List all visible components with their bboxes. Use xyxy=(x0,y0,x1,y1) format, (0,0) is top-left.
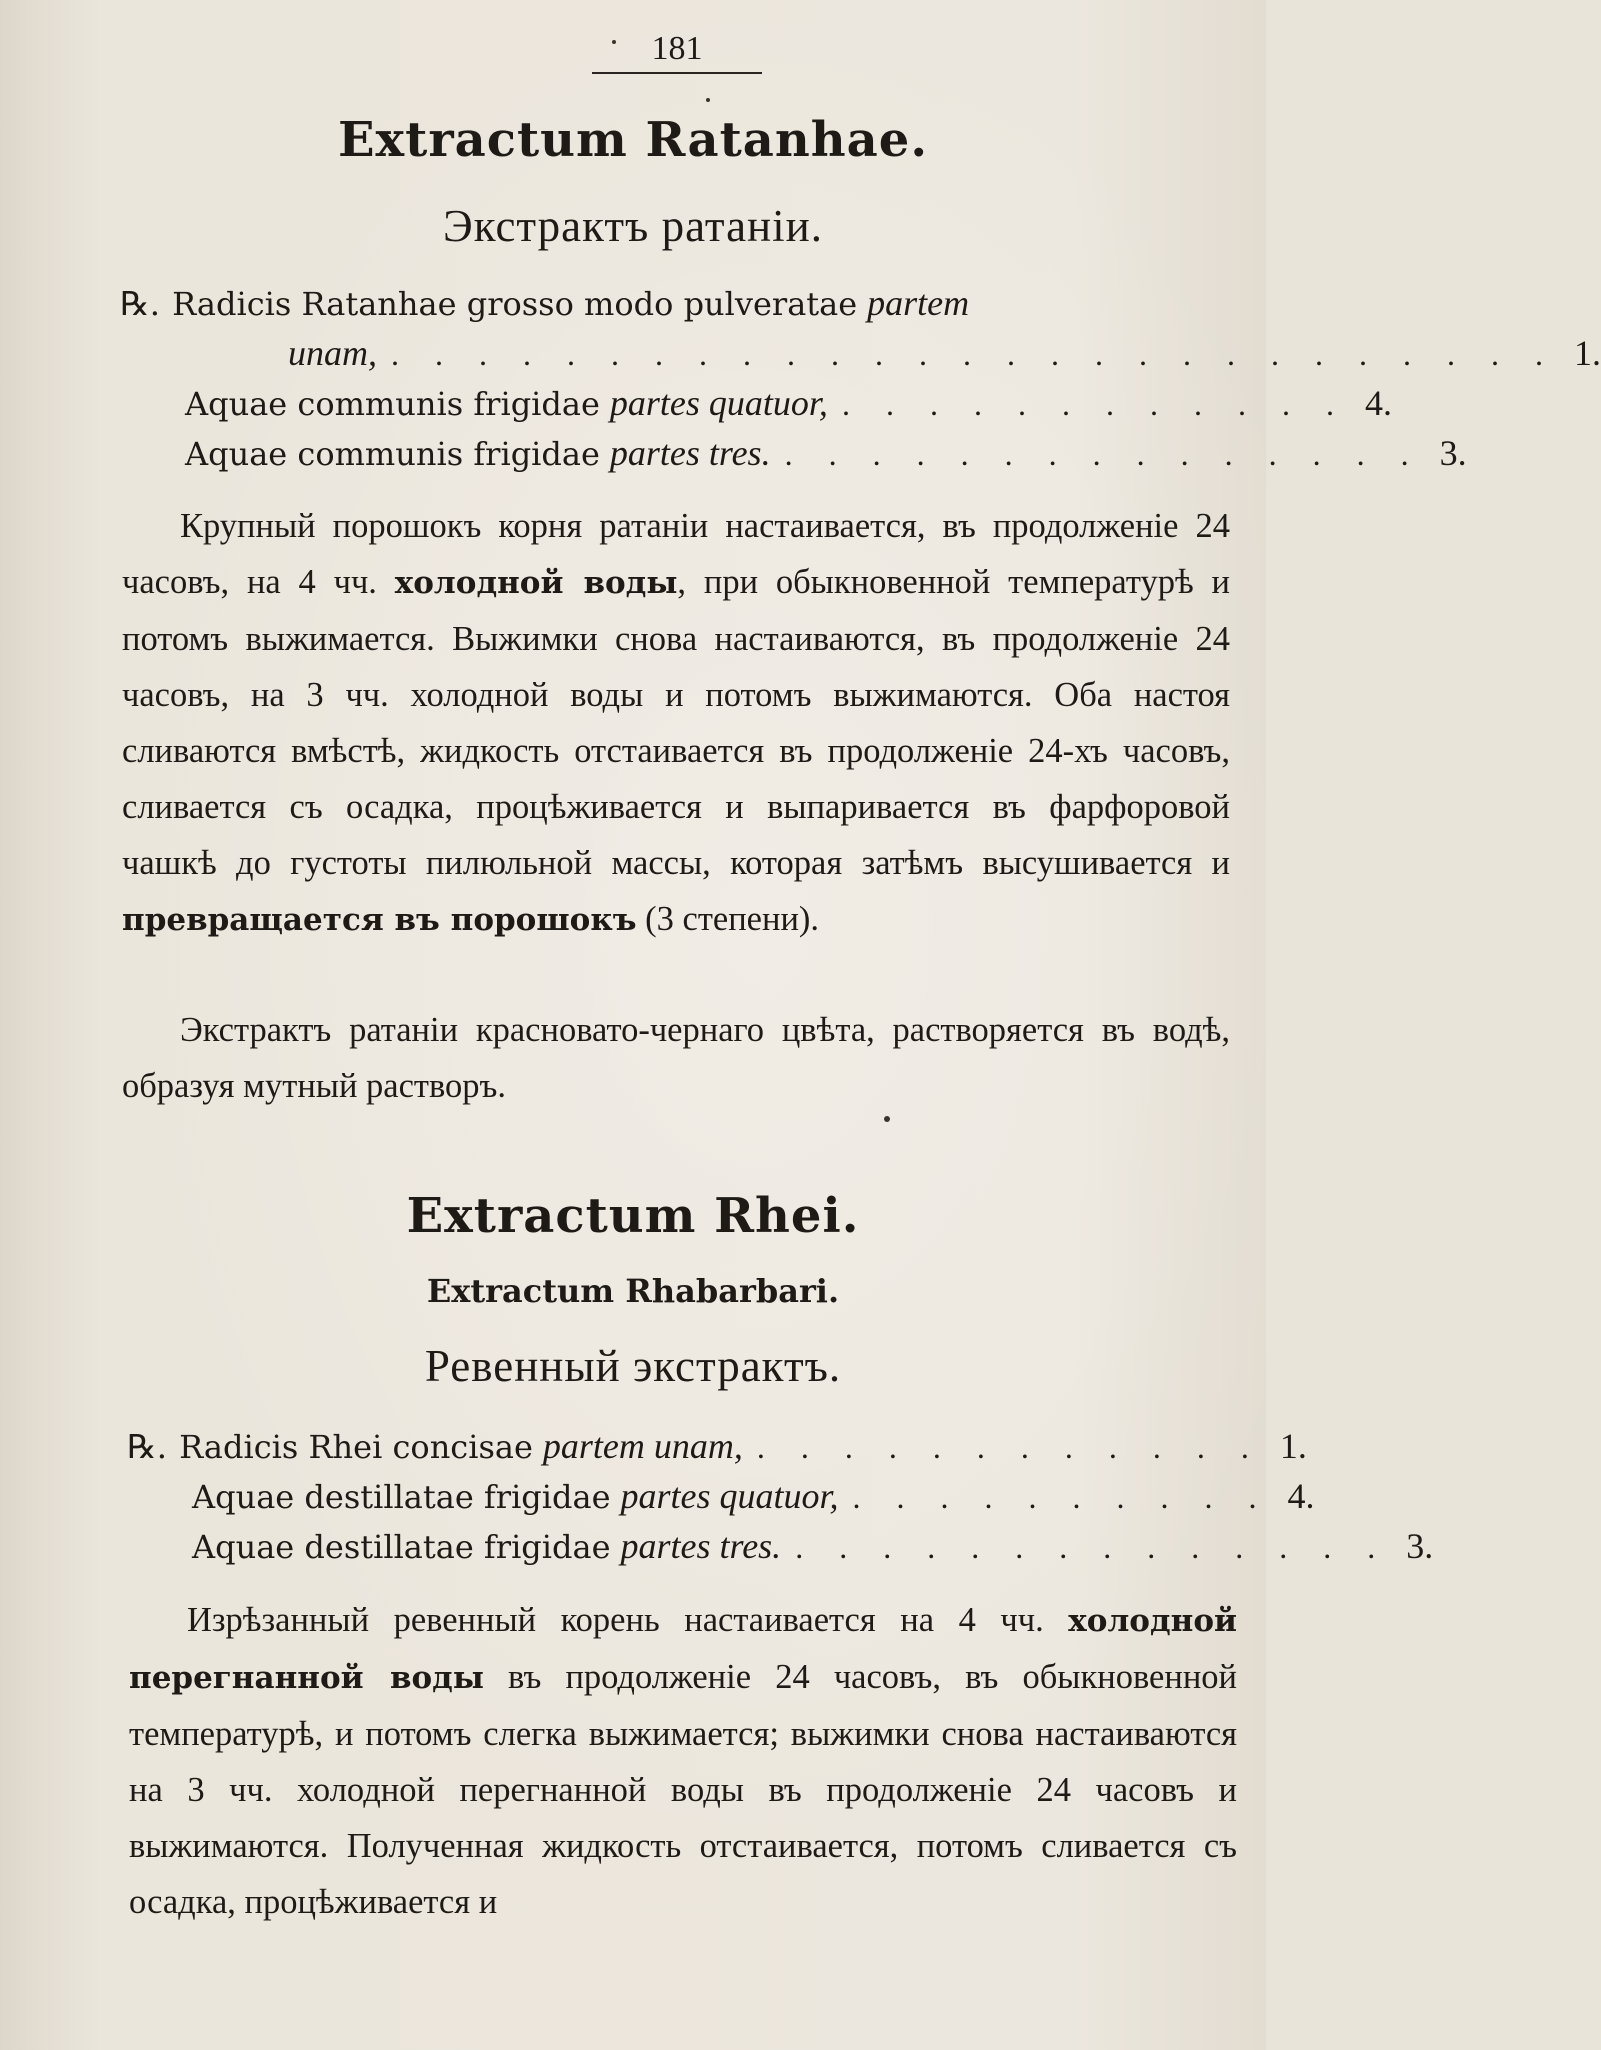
paragraph-rhei-method: Изрѣзанный ревенный корень настаивается на 4 чч. холодной перегнанной воды въ продолженіе 24 часовъ, въ обыкновенной температурѣ, и потомъ слегка выжимается; выжимки снова настаиваются на 3 чч. холодной перегнанной воды въ продолженіе 24 часовъ и выжимаются. Полученная жидкость отстаивается, потомъ сливается съ осадка, процѣживается и xyxy=(129,1601,1237,1921)
recipe-latin: Radicis Rhei concisae xyxy=(179,1428,533,1466)
recipe-quantity: 4. xyxy=(1364,383,1392,423)
paragraph-ratanhae-method: Крупный порошокъ корня ратаніи настаивается, въ продолженіе 24 часовъ, на 4 чч. холодной воды, при обыкновенной температурѣ и потомъ выжимается. Выжимки снова настаиваются, въ продолженіе 24 часовъ, на 3 чч. холодной воды и потомъ выжимаются. Оба настоя сливаются вмѣстѣ, жидкость отстаивается въ продолженіе 24-хъ часовъ, сливается съ осадка, процѣживается и выпаривается въ фарфоровой чашкѣ до густоты пилюльной массы, которая затѣмъ высушивается и превращается въ порошокъ (3 степени). xyxy=(122,507,1230,938)
recipe-line xyxy=(192,1475,1315,1517)
recipe-line xyxy=(185,382,1392,424)
leader-dots: . . . . . . . . . . . . xyxy=(841,386,1348,422)
print-speck xyxy=(706,98,710,102)
recipe-symbol-icon: ℞. xyxy=(120,284,161,323)
recipe-italic: partes quatuor, xyxy=(620,1476,839,1516)
recipe-line xyxy=(185,432,1467,474)
russian-title-rhei: Ревенный экстрактъ. xyxy=(424,1341,842,1391)
leader-dots: . . . . . . . . . . . . . . . xyxy=(784,436,1423,472)
recipe-latin: Aquae destillatae frigidae xyxy=(192,1528,611,1566)
recipe-line xyxy=(120,282,1230,324)
recipe-quantity: 3. xyxy=(1439,433,1467,473)
recipe-italic: partem xyxy=(867,283,970,323)
page-number: 181 xyxy=(592,30,762,74)
leader-dots: . . . . . . . . . . xyxy=(852,1479,1271,1515)
recipe-latin: Radicis Ratanhae grosso modo pulveratae xyxy=(172,285,858,323)
recipe-quantity: 4. xyxy=(1287,1476,1315,1516)
latin-title-ratanhae: Extractum Ratanhae. xyxy=(337,112,929,168)
recipe-latin: Aquae communis frigidae xyxy=(185,385,600,423)
latin-subtitle-rhei: Extractum Rhabarbari. xyxy=(426,1272,840,1310)
recipe-italic: partem unam, xyxy=(542,1426,743,1466)
russian-title-ratanhae: Экстрактъ ратаніи. xyxy=(443,201,823,251)
recipe-latin: Aquae communis frigidae xyxy=(185,435,600,473)
recipe-quantity: 3. xyxy=(1406,1526,1434,1566)
latin-title-rhei: Extractum Rhei. xyxy=(406,1188,860,1244)
recipe-quantity: 1. xyxy=(1574,333,1601,373)
recipe-italic: partes tres. xyxy=(609,433,771,473)
recipe-latin: Aquae destillatae frigidae xyxy=(192,1478,611,1516)
recipe-quantity: 1. xyxy=(1279,1426,1307,1466)
recipe-symbol-icon: ℞. xyxy=(127,1427,168,1466)
leader-dots: . . . . . . . . . . . . xyxy=(756,1429,1263,1465)
paragraph-ratanhae-description: Экстрактъ ратаніи красновато-чернаго цвѣта, растворяется въ водѣ, образуя мутный растворъ. xyxy=(122,1011,1230,1105)
recipe-line xyxy=(127,1425,1307,1467)
recipe-italic: unam, xyxy=(288,333,377,373)
recipe-italic: partes quatuor, xyxy=(609,383,828,423)
leader-dots: . . . . . . . . . . . . . . xyxy=(795,1529,1390,1565)
recipe-line xyxy=(288,332,1601,374)
leader-dots: . . . . . . . . . . . . . . . . . . . . . . . . . . . xyxy=(391,336,1557,372)
print-speck xyxy=(612,40,616,44)
print-speck xyxy=(884,1116,890,1122)
recipe-italic: partes tres. xyxy=(620,1526,782,1566)
recipe-line xyxy=(192,1525,1434,1567)
